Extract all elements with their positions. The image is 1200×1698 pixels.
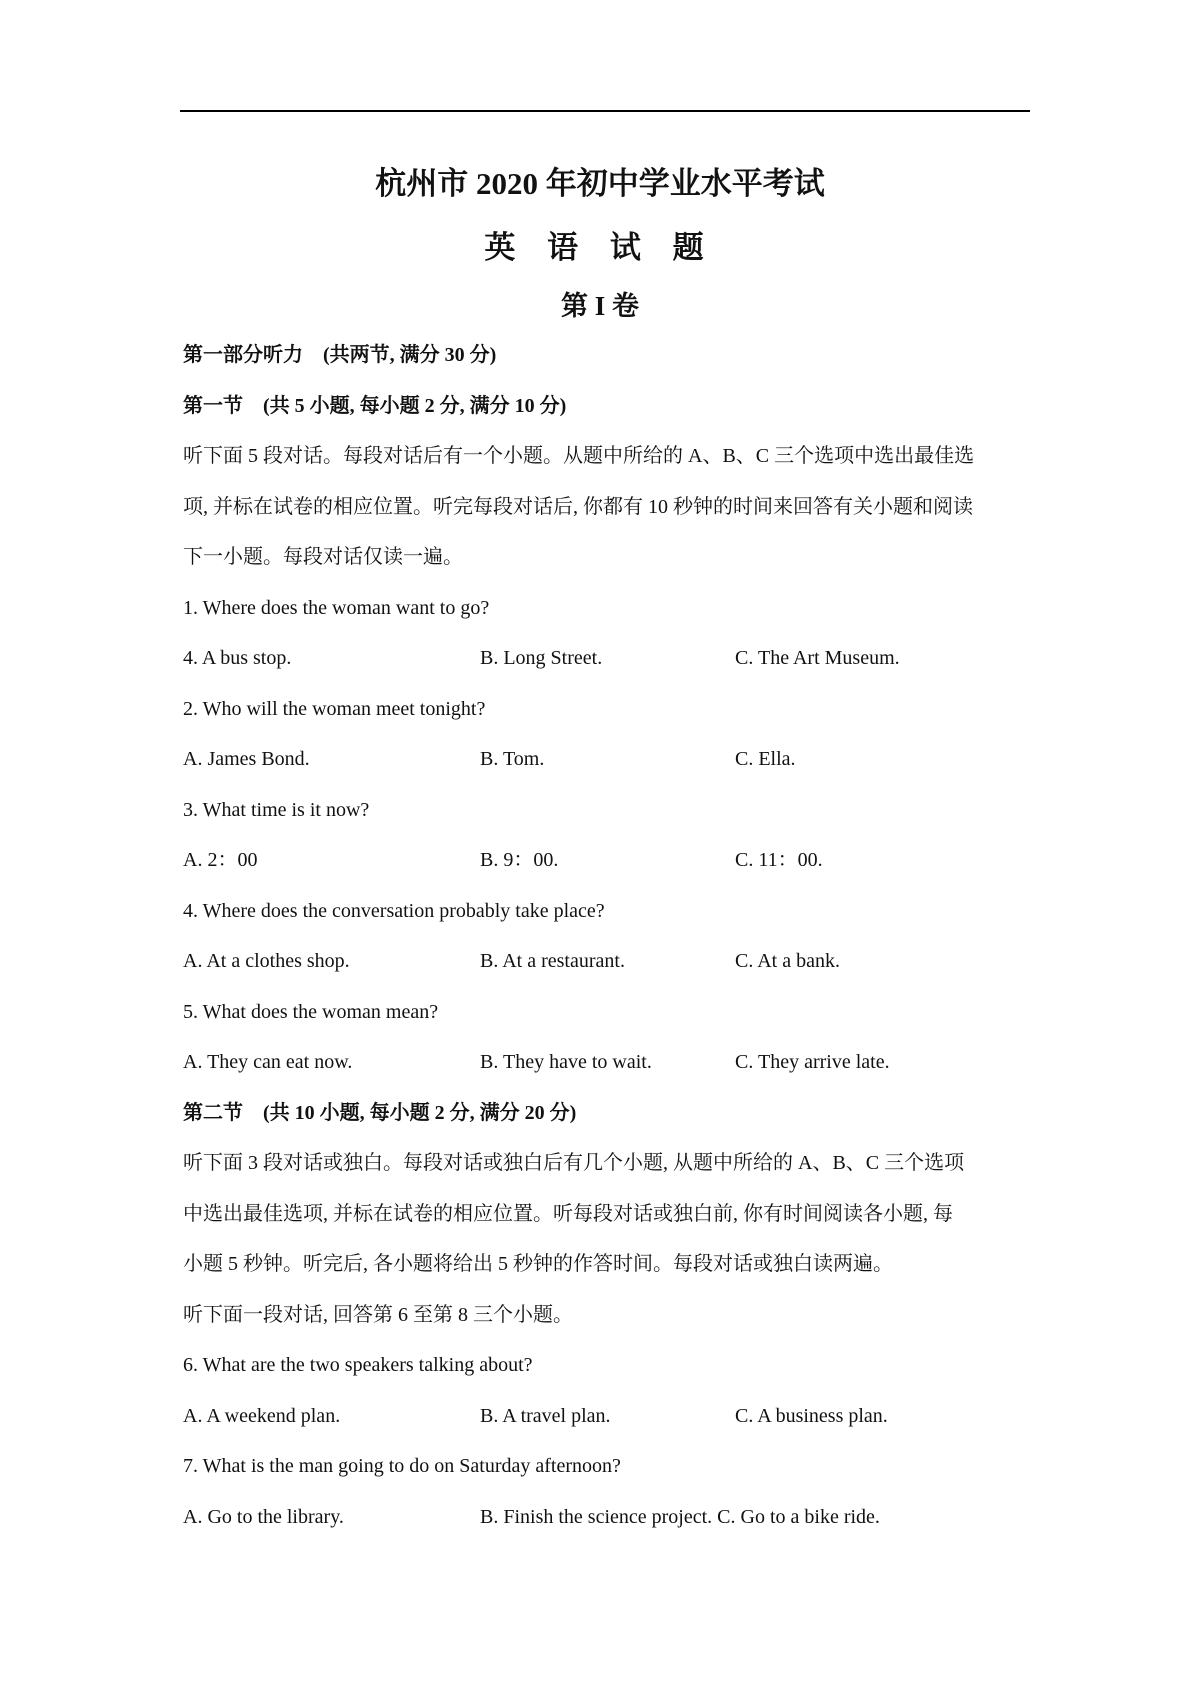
option-b: B. 9：00.: [480, 849, 559, 871]
volume-label: 第 I 卷: [560, 291, 639, 321]
option-c: C. They arrive late.: [735, 1051, 890, 1073]
question-5: 5. What does the woman mean?: [183, 1000, 439, 1023]
exam-title: 杭州市 2020 年初中学业水平考试: [375, 166, 825, 201]
options-5: [183, 1047, 1029, 1098]
exam-subtitle: 英 语 试 题: [484, 230, 716, 265]
section2-lead: 听下面一段对话, 回答第 6 至第 8 三个小题。: [183, 1303, 573, 1326]
option-a: A. A weekend plan.: [183, 1404, 341, 1427]
option-c: C. The Art Museum.: [735, 647, 900, 669]
exam-content: [183, 340, 1029, 1552]
option-a: A. James Bond.: [183, 748, 310, 770]
option-b: B. Long Street.: [480, 647, 603, 669]
option-a: A. They can eat now.: [183, 1051, 353, 1073]
option-a: A. 2：00: [183, 849, 258, 871]
options-1: [183, 643, 1029, 694]
option-c: C. 11：00.: [735, 849, 823, 871]
option-a: A. At a clothes shop.: [183, 950, 350, 972]
section2-heading: 第二节 (共 10 小题, 每小题 2 分, 满分 20 分): [183, 1101, 577, 1124]
question-7: 7. What is the man going to do on Saturday afternoon?: [183, 1455, 621, 1477]
options-7: [183, 1502, 1029, 1553]
instruction-line: 下一小题。每段对话仅读一遍。: [183, 546, 463, 568]
option-c: C. At a bank.: [735, 950, 840, 972]
options-6: [183, 1401, 1029, 1452]
option-b: B. At a restaurant.: [480, 950, 625, 972]
option-b: B. Finish the science project. C. Go to a bike ride.: [480, 1505, 880, 1528]
option-b: B. Tom.: [480, 748, 545, 770]
question-6: 6. What are the two speakers talking about?: [183, 1354, 533, 1376]
question-3: 3. What time is it now?: [183, 798, 370, 821]
option-c: C. Ella.: [735, 748, 796, 770]
option-b: B. A travel plan.: [480, 1404, 611, 1427]
option-a: 4. A bus stop.: [183, 647, 292, 669]
section1-instructions: [183, 441, 1029, 593]
question-4: 4. Where does the conversation probably take place?: [183, 899, 605, 922]
question-2: 2. Who will the woman meet tonight?: [183, 697, 486, 720]
option-a: A. Go to the library.: [183, 1505, 344, 1528]
top-rule: [180, 110, 1030, 112]
instruction-line: 中选出最佳选项, 并标在试卷的相应位置。听每段对话或独白前, 你有时间阅读各小题, 每: [183, 1202, 953, 1225]
option-b: B. They have to wait.: [480, 1051, 652, 1073]
instruction-line: 听下面 5 段对话。每段对话后有一个小题。从题中所给的 A、B、C 三个选项中选出最佳选: [183, 445, 975, 467]
option-c: C. A business plan.: [735, 1404, 888, 1427]
instruction-line: 听下面 3 段对话或独白。每段对话或独白后有几个小题, 从题中所给的 A、B、C 三个选项: [183, 1152, 965, 1174]
question-1: 1. Where does the woman want to go?: [183, 596, 490, 619]
instruction-line: 项, 并标在试卷的相应位置。听完每段对话后, 你都有 10 秒钟的时间来回答有关小题和阅读: [183, 495, 973, 518]
options-4: [183, 946, 1029, 997]
options-3: [183, 845, 1029, 896]
section1-heading: 第一节 (共 5 小题, 每小题 2 分, 满分 10 分): [183, 394, 567, 417]
part1-heading: 第一部分听力 (共两节, 满分 30 分): [183, 344, 497, 366]
options-2: [183, 744, 1029, 795]
section2-instructions: [183, 1148, 1029, 1300]
instruction-line: 小题 5 秒钟。听完后, 各小题将给出 5 秒钟的作答时间。每段对话或独白读两遍。: [183, 1253, 893, 1275]
